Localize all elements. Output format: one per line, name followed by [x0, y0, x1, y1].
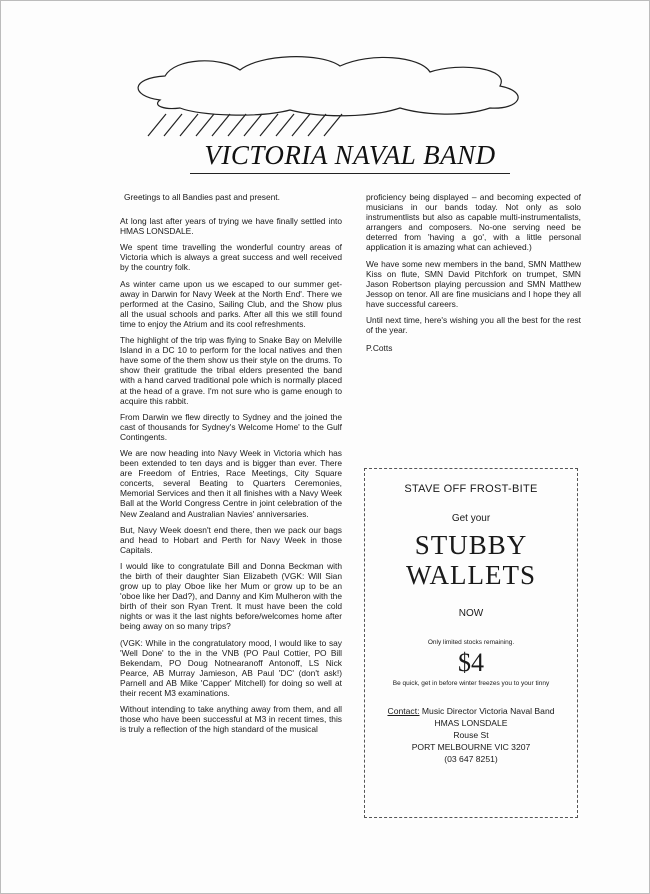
advert-now: NOW — [458, 608, 484, 619]
advert-contact-line: PORT MELBOURNE VIC 3207 — [411, 742, 531, 752]
left-column — [120, 192, 342, 740]
advert-get-your: Get your — [451, 513, 491, 524]
advert-contact-label: Contact: — [387, 706, 420, 716]
paragraph: Without intending to take anything away from them, and all those who have been successful at M3 in recent times, this is truly a reflection of the high standard of the musical — [120, 704, 342, 735]
paragraph: (VGK: While in the congratulatory mood, I would like to say 'Well Done' to the in the VNB (PO Paul Cottier, PO Bill Bekendam, PO Doug Notnearanoff Antonoff, LS Nick Pearce, AB Murray Jamieson, AB Paul 'DC' (don't ask!) Parnell and AB Mike 'Capper' Mitchell) for doing so well at their recent M3 examinations. — [120, 637, 342, 699]
title-underline — [190, 173, 510, 174]
advert-product-line2: WALLETS — [406, 560, 536, 590]
advert-headline: STAVE OFF FROST-BITE — [404, 483, 538, 495]
paragraph: We have some new members in the band, SMN Matthew Kiss on flute, SMN David Pitchfork on trumpet, SMN Jason Robertson playing percussion and SMN Matthew Jessop on tenor. All are fine musicians and I hope they all have successful careers. — [366, 258, 581, 309]
paragraph: The highlight of the trip was flying to Snake Bay on Melville Island in a DC 10 to perform for the local natives and then have some of the them show us their style on the drums. To show their gratitude the tribal elders presented the band with a hand carved traditional pole which is normally placed at the head of a grave. I'm not sure who is game enough to acquire this rabbit. — [120, 335, 342, 406]
advert-contact-name: Music Director Victoria Naval Band — [421, 706, 555, 716]
advert-product — [365, 530, 577, 590]
paragraph: From Darwin we flew directly to Sydney and the joined the cast of thousands for Sydney's Welcome Home' to the Gulf Contingents. — [120, 411, 342, 442]
stubby-wallet-advert — [364, 468, 578, 818]
paragraph: proficiency being displayed – and becoming expected of musicians in our bands today. Not only as solo instrumentlists but also as capable multi-instrumentalists, arrangers and composers. No-one serving need be deterred from 'having a go', with a little personal application it is amazing what can achieved.) — [366, 192, 581, 253]
right-column — [366, 192, 581, 359]
paragraph: I would like to congratulate Bill and Donna Beckman with the birth of their daughter Sian Elizabeth (VGK: Will Sian grow up to play Oboe like her Mum or grow up to be an 'oboe like her Dad?), and Danny and Kim Mulheron with the birth of their son Ryan Trent. It must have been the cold nights or was it the last nights before/welcomes home after being away on so many trips? — [120, 560, 342, 632]
advert-contact — [365, 705, 577, 765]
advert-contact-name-line — [365, 705, 577, 717]
advert-contact-line: HMAS LONSDALE — [434, 718, 508, 728]
paragraph: But, Navy Week doesn't end there, then we pack our bags and head to Hobart and Perth for Navy Week in those Capitals. — [120, 524, 342, 555]
paragraph: We are now heading into Navy Week in Victoria which has been extended to ten days and is bigger than ever. There are Freedom of Entries, Race Meetings, City Square concerts, several Beating to Quarters Ceremonies, Memorial Services and then it all finishes with a Navy Week Ball at the World Congress Centre in joint celebration of the New Zealand and Australian Navies' anniversaries. — [120, 447, 342, 519]
advert-tagline: Be quick, get in before winter freezes you to your tinny — [392, 680, 550, 687]
paragraph: We spent time travelling the wonderful country areas of Victoria which is always a great success and well received by the country folk. — [120, 242, 342, 273]
paragraph: At long last after years of trying we have finally settled into HMAS LONSDALE. — [120, 216, 342, 237]
advert-product-line1: STUBBY — [414, 530, 528, 560]
greeting-paragraph: Greetings to all Bandies past and present. — [124, 192, 280, 202]
advert-contact-line: Rouse St — [453, 730, 489, 740]
advert-stock-note: Only limited stocks remaining. — [427, 639, 515, 646]
advert-price: $4 — [458, 648, 484, 677]
signature: P.Cotts — [366, 343, 393, 354]
paragraph: As winter came upon us we escaped to our summer get-away in Darwin for Navy Week at the North End'. There we performed at the Casino, Sailing Club, and the Show plus all the usual schools and parks. After all this we still found time to enjoy the Atrium and its cool refreshments. — [120, 278, 342, 329]
article-title: VICTORIA NAVAL BAND — [204, 140, 496, 170]
advert-contact-line: (03 647 8251) — [444, 754, 498, 764]
paragraph: Until next time, here's wishing you all the best for the rest of the year. — [366, 315, 581, 336]
cloud-illustration — [120, 48, 540, 148]
